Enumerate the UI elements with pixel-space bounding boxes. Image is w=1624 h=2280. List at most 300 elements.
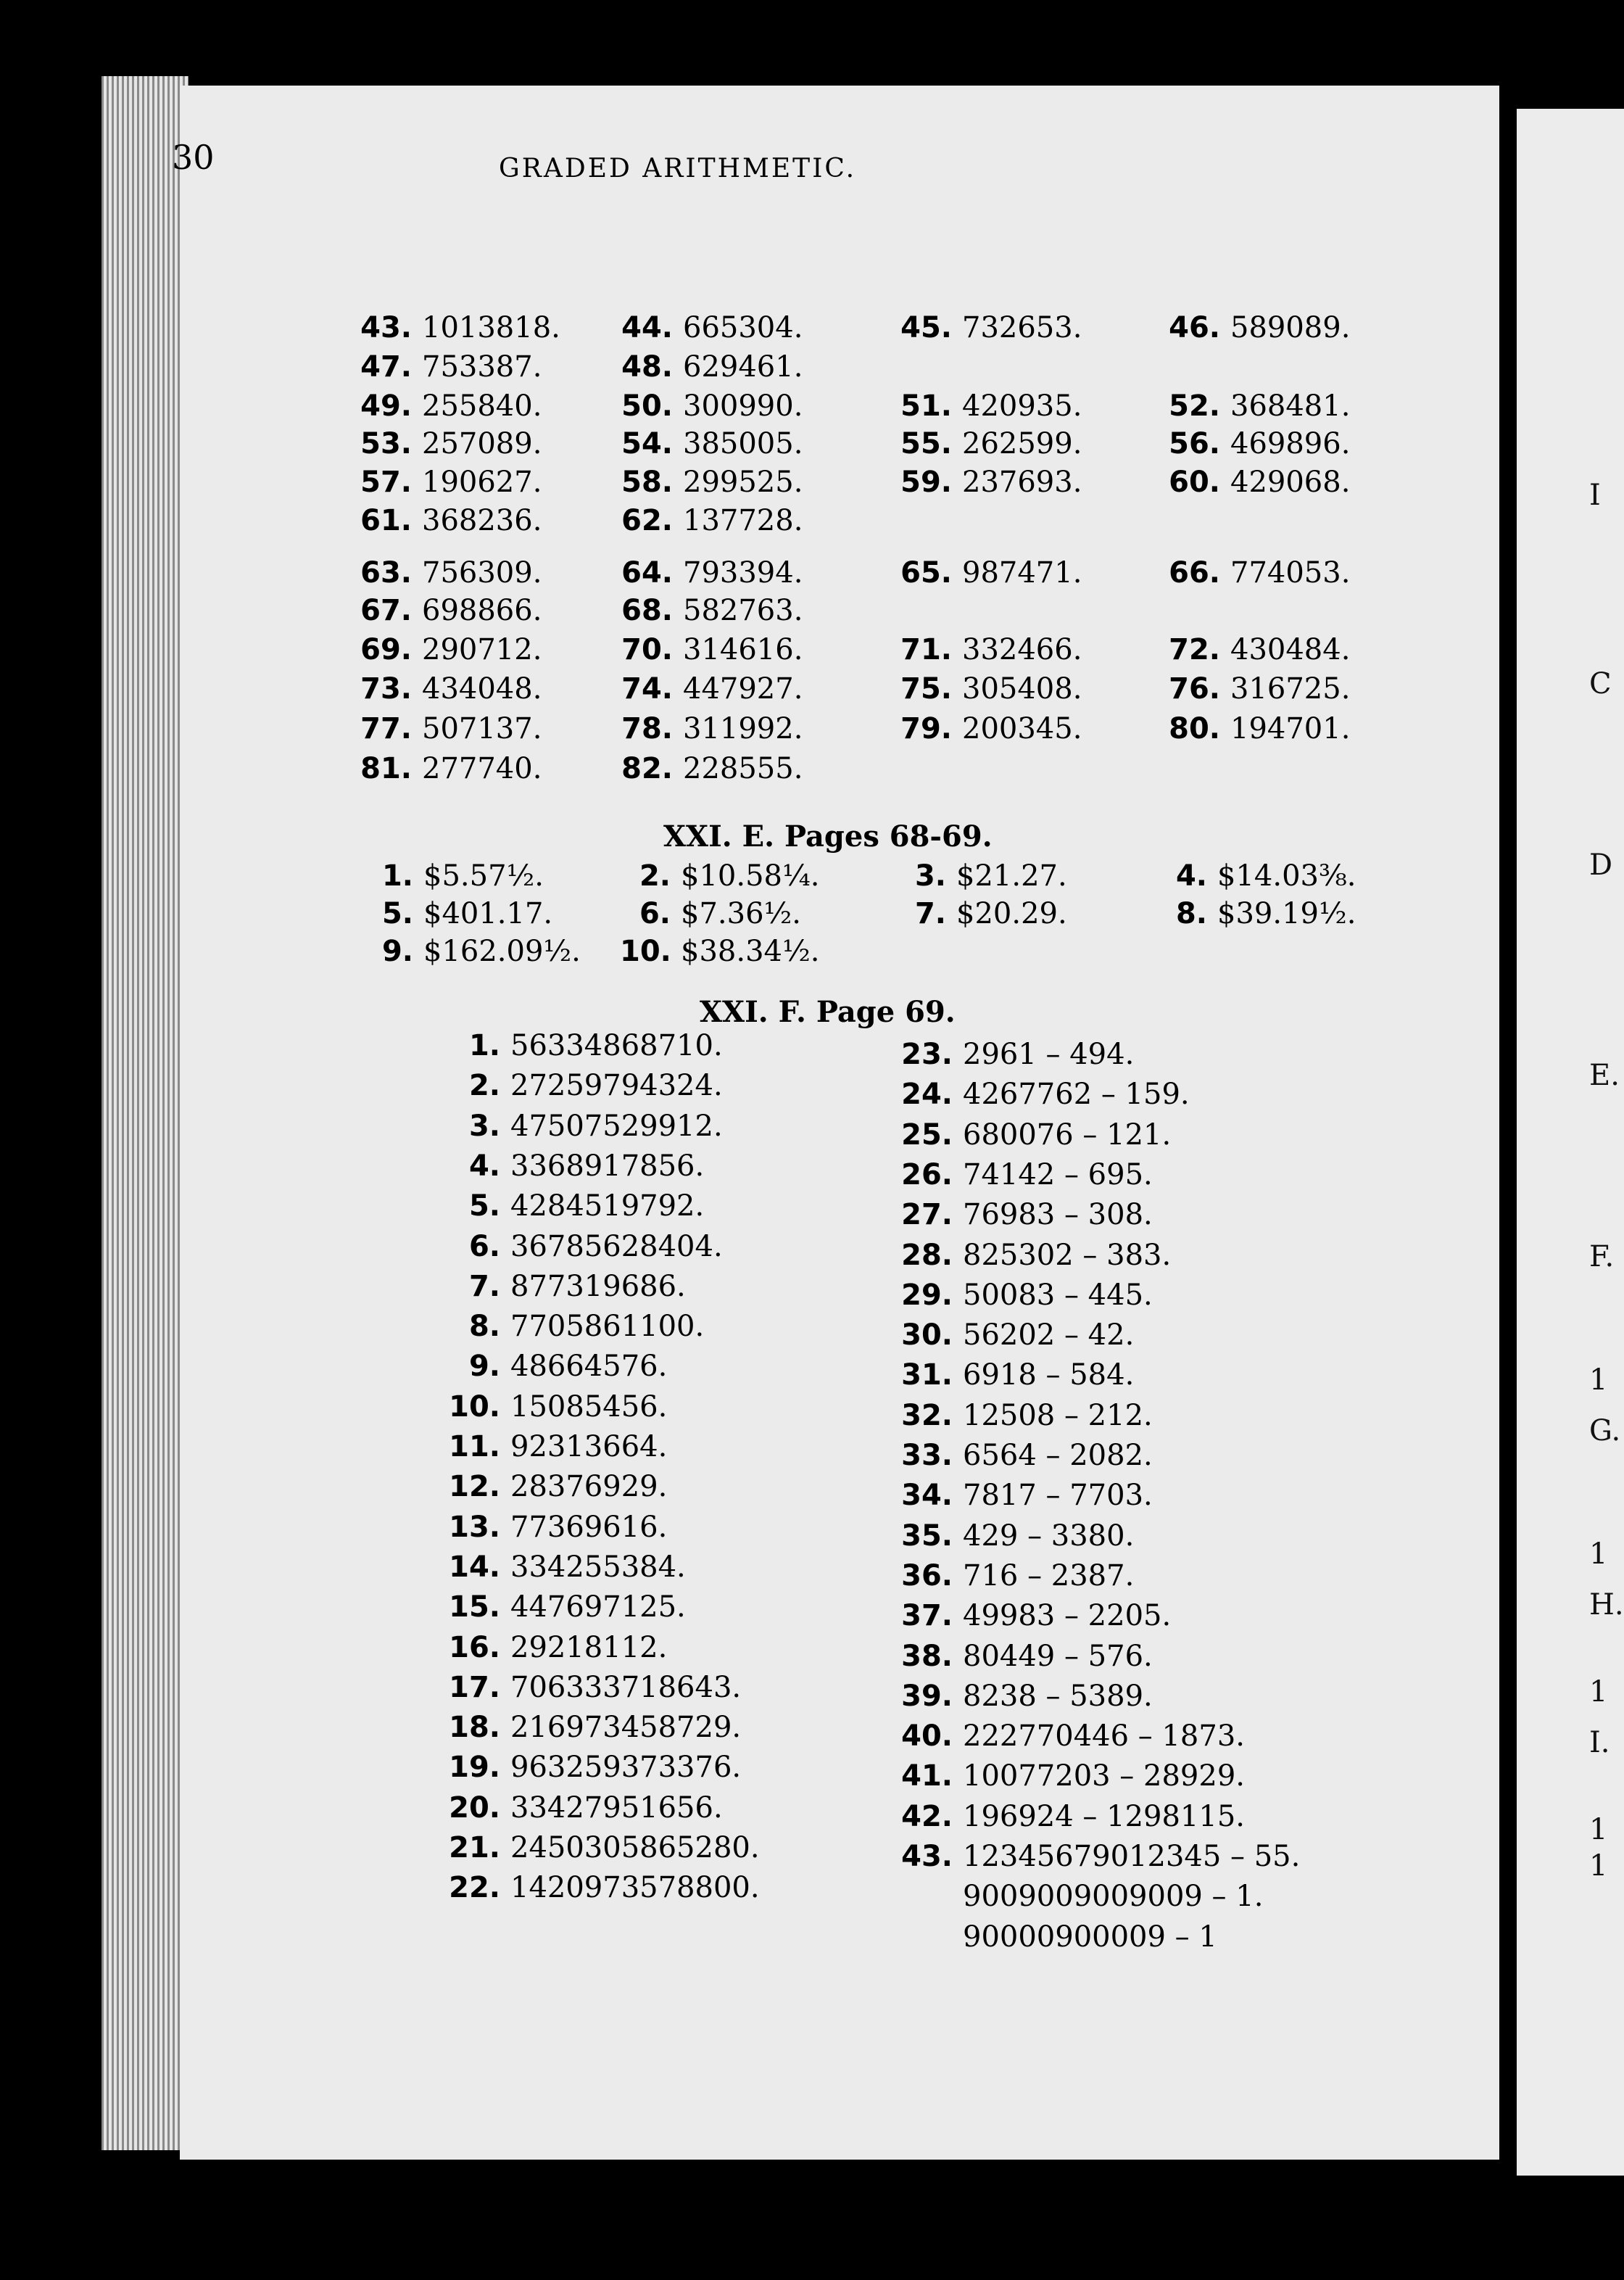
answer-value: $38.34½.: [681, 935, 820, 968]
problem-number: 8.: [468, 1310, 500, 1344]
problem-number: 3.: [468, 1109, 500, 1143]
problem-number: 31.: [901, 1358, 953, 1392]
answer-entry: [602, 672, 803, 706]
answer-entry: [877, 1719, 1245, 1754]
facing-page-fragment: H.: [1589, 1588, 1624, 1622]
answer-value: 4267762 – 159.: [963, 1078, 1190, 1112]
answer-value: 987471.: [962, 556, 1082, 590]
problem-number: 7.: [468, 1269, 500, 1303]
answer-value: 237693.: [962, 466, 1082, 499]
answer-entry: [341, 556, 542, 590]
answer-value: 469896.: [1230, 427, 1351, 460]
answer-value: 793394.: [683, 556, 803, 590]
answer-entry: [881, 468, 1082, 497]
problem-number: 20.: [449, 1790, 500, 1825]
answer-entry: [877, 1519, 1135, 1553]
answer-value: 385005.: [683, 427, 803, 460]
problem-number: 8.: [1175, 897, 1207, 930]
answer-entry: [435, 1751, 742, 1785]
answer-entry: [435, 1550, 686, 1584]
answer-entry: [881, 313, 1082, 342]
problem-number: 77.: [360, 712, 412, 745]
answer-entry: [877, 1599, 1172, 1633]
answer-entry: [881, 635, 1082, 664]
answer-entry: [877, 1558, 1135, 1593]
problem-number: 27.: [901, 1198, 953, 1232]
problem-number: 4.: [468, 1149, 500, 1183]
facing-page: [1517, 109, 1624, 2176]
problem-number: 72.: [1169, 633, 1220, 666]
problem-number: 49.: [360, 389, 412, 423]
problem-number: 14.: [449, 1550, 500, 1584]
problem-number: 33.: [901, 1439, 953, 1472]
answer-value: 756309.: [422, 556, 542, 590]
answer-entry: [341, 714, 542, 743]
answer-entry: [1149, 556, 1351, 590]
problem-number: 37.: [901, 1599, 953, 1633]
facing-page-fragment: 1: [1589, 1363, 1608, 1397]
section-heading-xxi-e: XXI. E. Pages 68-69.: [663, 819, 993, 854]
answer-entry: [877, 1479, 1153, 1513]
answer-entry: [877, 1679, 1153, 1713]
answer-value: 36785628404.: [510, 1229, 723, 1263]
answer-entry: [435, 1711, 742, 1745]
answer-value: $20.29.: [956, 897, 1067, 930]
problem-number: 80.: [1169, 712, 1220, 745]
problem-number: 4.: [1175, 859, 1207, 893]
answer-entry: [877, 1639, 1153, 1673]
problem-number: 62.: [621, 504, 673, 537]
answer-entry: [1149, 468, 1350, 497]
answer-value: 90000900009 – 1: [963, 1920, 1217, 1954]
problem-number: 3.: [914, 859, 946, 893]
answer-entry: [435, 1389, 668, 1424]
facing-page-fragment: 1: [1589, 1537, 1608, 1571]
answer-entry: [341, 389, 542, 423]
answer-value: 216973458729.: [510, 1711, 742, 1745]
problem-number: 23.: [901, 1038, 953, 1071]
answer-entry: [881, 672, 1082, 706]
answer-value: 429 – 3380.: [963, 1519, 1135, 1553]
answer-entry: [435, 1790, 723, 1825]
answer-value: 582763.: [683, 594, 803, 627]
problem-number: 21.: [449, 1831, 500, 1864]
problem-number: 71.: [900, 633, 952, 666]
problem-number: 73.: [360, 672, 412, 706]
problem-number: 45.: [900, 311, 952, 344]
answer-entry: [877, 1358, 1135, 1392]
answer-value: 76983 – 308.: [963, 1198, 1153, 1232]
facing-page-fragment: 1: [1589, 1849, 1608, 1883]
answer-entry: [1156, 899, 1356, 928]
answer-entry: [435, 1670, 742, 1704]
answer-entry: [602, 506, 803, 535]
answer-entry: [362, 859, 544, 893]
answer-entry: [1149, 429, 1350, 458]
problem-number: 50.: [621, 389, 673, 423]
problem-number: 44.: [621, 311, 673, 344]
answer-entry: [341, 429, 542, 458]
problem-number: 55.: [900, 427, 952, 460]
answer-entry: [877, 1880, 1264, 1914]
answer-entry: [341, 468, 542, 497]
problem-number: 9.: [381, 935, 413, 968]
answer-value: 10077203 – 28929.: [963, 1759, 1245, 1793]
answer-entry: [895, 899, 1067, 928]
problem-number: 2.: [468, 1069, 500, 1103]
answer-value: 4284519792.: [510, 1189, 705, 1223]
answer-entry: [877, 1759, 1245, 1793]
answer-value: 334255384.: [510, 1550, 686, 1584]
problem-number: 54.: [621, 427, 673, 460]
problem-number: 6.: [639, 897, 671, 930]
answer-value: 80449 – 576.: [963, 1639, 1153, 1673]
answer-value: 196924 – 1298115.: [963, 1799, 1245, 1833]
answer-entry: [877, 1318, 1135, 1352]
problem-number: 74.: [621, 672, 673, 706]
answer-entry: [602, 754, 803, 783]
answer-entry: [1149, 389, 1351, 423]
problem-number: 24.: [901, 1078, 953, 1112]
answer-value: 6564 – 2082.: [963, 1439, 1153, 1472]
answer-entry: [1149, 313, 1350, 342]
answer-value: 28376929.: [510, 1470, 668, 1504]
problem-number: 66.: [1169, 556, 1220, 590]
answer-value: 190627.: [422, 466, 542, 499]
answer-entry: [1149, 635, 1350, 664]
answer-entry: [341, 350, 542, 384]
answer-value: 277740.: [422, 752, 542, 785]
answer-value: $162.09½.: [423, 935, 581, 968]
answer-entry: [620, 899, 801, 928]
answer-value: 2961 – 494.: [963, 1038, 1135, 1071]
answer-value: 332466.: [962, 633, 1082, 666]
problem-number: 65.: [900, 556, 952, 590]
facing-page-fragment: F.: [1589, 1240, 1615, 1273]
problem-number: 39.: [901, 1679, 953, 1713]
answer-value: $5.57½.: [423, 859, 544, 893]
answer-entry: [1149, 714, 1350, 743]
problem-number: 10.: [449, 1389, 500, 1424]
answer-value: 507137.: [422, 712, 542, 745]
answer-entry: [341, 635, 542, 664]
answer-entry: [435, 1269, 686, 1303]
answer-value: 49983 – 2205.: [963, 1599, 1172, 1633]
answer-value: 290712.: [422, 633, 542, 666]
answer-entry: [435, 1833, 760, 1862]
answer-entry: [877, 1799, 1245, 1833]
answer-value: 698866.: [422, 594, 542, 627]
problem-number: 69.: [360, 633, 412, 666]
answer-entry: [877, 1842, 1300, 1871]
answer-value: 299525.: [683, 466, 803, 499]
answer-value: 9009009009009 – 1.: [963, 1880, 1264, 1914]
answer-entry: [341, 672, 542, 706]
answer-value: 774053.: [1230, 556, 1351, 590]
answer-value: 825302 – 383.: [963, 1238, 1172, 1272]
problem-number: 57.: [360, 466, 412, 499]
problem-number: 59.: [900, 466, 952, 499]
problem-number: 5.: [468, 1189, 500, 1223]
answer-value: $14.03⅜.: [1217, 859, 1356, 893]
running-head: GRADED ARITHMETIC.: [499, 154, 857, 183]
answer-value: 368481.: [1230, 389, 1351, 423]
answer-entry: [602, 468, 803, 497]
answer-entry: [435, 1871, 760, 1905]
problem-number: 42.: [901, 1799, 953, 1833]
answer-value: 589089.: [1230, 311, 1351, 344]
problem-number: 10.: [620, 935, 671, 968]
facing-page-fragment: I: [1589, 479, 1601, 512]
answer-entry: [435, 1310, 705, 1344]
answer-entry: [341, 506, 542, 535]
problem-number: 58.: [621, 466, 673, 499]
problem-number: 43.: [901, 1840, 953, 1873]
problem-number: 34.: [901, 1479, 953, 1513]
answer-value: 680076 – 121.: [963, 1118, 1172, 1152]
answer-entry: [877, 1278, 1153, 1312]
problem-number: 75.: [900, 672, 952, 706]
problem-number: 52.: [1169, 389, 1220, 423]
problem-number: 6.: [468, 1229, 500, 1263]
answer-entry: [362, 899, 552, 928]
problem-number: 9.: [468, 1350, 500, 1384]
answer-entry: [881, 714, 1082, 743]
answer-entry: [435, 1109, 723, 1143]
answer-entry: [435, 1229, 723, 1263]
section-heading-xxi-f: XXI. F. Page 69.: [700, 995, 956, 1029]
problem-number: 51.: [900, 389, 952, 423]
problem-number: 2.: [639, 859, 671, 893]
problem-number: 19.: [449, 1751, 500, 1785]
answer-entry: [341, 596, 542, 625]
answer-value: 963259373376.: [510, 1751, 742, 1785]
problem-number: 76.: [1169, 672, 1220, 706]
problem-number: 40.: [901, 1719, 953, 1754]
problem-number: 15.: [449, 1590, 500, 1624]
facing-page-fragment: 1: [1589, 1675, 1608, 1709]
answer-value: 50083 – 445.: [963, 1278, 1153, 1312]
answer-value: 77369616.: [510, 1510, 668, 1544]
problem-number: 36.: [901, 1558, 953, 1593]
problem-number: 81.: [360, 752, 412, 785]
problem-number: 48.: [621, 350, 673, 384]
problem-number: 26.: [901, 1157, 953, 1191]
facing-page-fragment: G.: [1589, 1414, 1621, 1447]
answer-value: 12508 – 212.: [963, 1398, 1153, 1432]
answer-value: 56334868710.: [510, 1029, 723, 1062]
answer-value: 222770446 – 1873.: [963, 1719, 1245, 1754]
problem-number: 28.: [901, 1238, 953, 1272]
answer-value: $21.27.: [956, 859, 1067, 893]
answer-entry: [881, 556, 1082, 590]
problem-number: 7.: [914, 897, 946, 930]
answer-value: 420935.: [962, 389, 1082, 423]
problem-number: 68.: [621, 594, 673, 627]
answer-value: 255840.: [422, 389, 542, 423]
answer-entry: [435, 1350, 668, 1384]
answer-value: $10.58¼.: [681, 859, 820, 893]
problem-number: 41.: [901, 1759, 953, 1793]
problem-number: 12.: [449, 1470, 500, 1504]
answer-value: 2450305865280.: [510, 1831, 760, 1864]
answer-entry: [602, 596, 803, 625]
answer-value: 430484.: [1230, 633, 1351, 666]
facing-page-fragment: I.: [1589, 1726, 1610, 1759]
problem-number: 47.: [360, 350, 412, 384]
answer-value: 447927.: [683, 672, 803, 706]
answer-entry: [362, 937, 581, 966]
answer-entry: [435, 1590, 686, 1624]
answer-entry: [877, 1118, 1172, 1152]
problem-number: 11.: [449, 1430, 500, 1463]
problem-number: 32.: [901, 1398, 953, 1432]
problem-number: 29.: [901, 1278, 953, 1312]
answer-entry: [602, 429, 803, 458]
problem-number: 53.: [360, 427, 412, 460]
answer-value: 311992.: [683, 712, 803, 745]
problem-number: 61.: [360, 504, 412, 537]
problem-number: 17.: [449, 1670, 500, 1704]
problem-number: 70.: [621, 633, 673, 666]
answer-value: 7705861100.: [510, 1310, 705, 1344]
answer-entry: [435, 1149, 705, 1183]
facing-page-fragment: 1: [1589, 1813, 1608, 1846]
answer-entry: [435, 1069, 723, 1103]
answer-value: 665304.: [683, 311, 803, 344]
answer-entry: [877, 1441, 1153, 1470]
answer-value: 7817 – 7703.: [963, 1479, 1153, 1513]
answer-value: 629461.: [683, 350, 803, 384]
answer-entry: [1149, 672, 1351, 706]
answer-value: 434048.: [422, 672, 542, 706]
answer-entry: [877, 1040, 1134, 1069]
answer-entry: [877, 1238, 1172, 1272]
answer-value: 29218112.: [510, 1630, 668, 1664]
answer-value: 194701.: [1230, 712, 1351, 745]
answer-value: 368236.: [422, 504, 542, 537]
answer-entry: [602, 350, 803, 384]
problem-number: 60.: [1169, 466, 1220, 499]
answer-value: 92313664.: [510, 1430, 668, 1463]
answer-entry: [602, 389, 803, 423]
answer-value: $39.19½.: [1217, 897, 1356, 930]
answer-value: 56202 – 42.: [963, 1318, 1135, 1352]
problem-number: 82.: [621, 752, 673, 785]
answer-entry: [620, 937, 819, 966]
answer-value: 262599.: [962, 427, 1082, 460]
answer-entry: [602, 635, 803, 664]
answer-entry: [341, 754, 542, 783]
answer-value: 200345.: [962, 712, 1082, 745]
answer-value: 429068.: [1230, 466, 1351, 499]
answer-value: 33427951656.: [510, 1790, 723, 1825]
answer-entry: [602, 714, 803, 743]
answer-value: 877319686.: [510, 1269, 686, 1303]
problem-number: 1.: [468, 1029, 500, 1062]
answer-value: 753387.: [422, 350, 542, 384]
answer-value: 1013818.: [422, 311, 560, 344]
page-edges: [102, 76, 188, 2150]
answer-value: 6918 – 584.: [963, 1358, 1135, 1392]
answer-value: 15085456.: [510, 1389, 668, 1424]
answer-entry: [435, 1432, 667, 1461]
answer-value: 732653.: [962, 311, 1082, 344]
answer-entry: [877, 1920, 1217, 1954]
problem-number: 64.: [621, 556, 673, 590]
answer-entry: [881, 389, 1082, 423]
answer-value: 48664576.: [510, 1350, 668, 1384]
answer-value: 27259794324.: [510, 1069, 723, 1103]
answer-entry: [435, 1510, 668, 1544]
answer-entry: [877, 1398, 1153, 1432]
answer-entry: [602, 556, 803, 590]
facing-page-fragment: D: [1589, 848, 1613, 882]
answer-value: 300990.: [683, 389, 803, 423]
problem-number: 43.: [360, 311, 412, 344]
answer-value: 314616.: [683, 633, 803, 666]
problem-number: 35.: [901, 1519, 953, 1553]
answer-entry: [1156, 859, 1356, 893]
problem-number: 18.: [449, 1711, 500, 1745]
answer-value: 137728.: [683, 504, 803, 537]
problem-number: 25.: [901, 1118, 953, 1152]
answer-entry: [341, 313, 560, 342]
answer-value: 716 – 2387.: [963, 1558, 1135, 1593]
problem-number: 79.: [900, 712, 952, 745]
problem-number: 16.: [449, 1630, 500, 1664]
problem-number: 1.: [381, 859, 413, 893]
answer-value: $401.17.: [423, 897, 553, 930]
answer-value: 316725.: [1230, 672, 1351, 706]
answer-entry: [602, 313, 803, 342]
answer-entry: [877, 1078, 1190, 1112]
problem-number: 56.: [1169, 427, 1220, 460]
answer-value: 228555.: [683, 752, 803, 785]
answer-value: 74142 – 695.: [963, 1157, 1153, 1191]
page-number: 30: [172, 138, 215, 177]
answer-value: 47507529912.: [510, 1109, 723, 1143]
answer-entry: [435, 1630, 668, 1664]
answer-value: $7.36½.: [681, 897, 801, 930]
facing-page-fragment: C: [1589, 667, 1612, 701]
answer-entry: [877, 1157, 1153, 1191]
problem-number: 38.: [901, 1639, 953, 1673]
answer-entry: [435, 1470, 668, 1504]
facing-page-fragment: E.: [1589, 1059, 1620, 1092]
problem-number: 30.: [901, 1318, 953, 1352]
answer-value: 305408.: [962, 672, 1082, 706]
problem-number: 78.: [621, 712, 673, 745]
answer-entry: [435, 1031, 723, 1060]
answer-value: 12345679012345 – 55.: [963, 1840, 1301, 1873]
problem-number: 22.: [449, 1871, 500, 1905]
answer-entry: [881, 429, 1082, 458]
problem-number: 46.: [1169, 311, 1220, 344]
answer-entry: [620, 859, 820, 893]
answer-entry: [877, 1198, 1153, 1232]
answer-entry: [435, 1189, 705, 1223]
answer-value: 706333718643.: [510, 1670, 742, 1704]
problem-number: 5.: [381, 897, 413, 930]
problem-number: 67.: [360, 594, 412, 627]
answer-value: 257089.: [422, 427, 542, 460]
problem-number: 63.: [360, 556, 412, 590]
answer-entry: [895, 859, 1067, 893]
answer-value: 3368917856.: [510, 1149, 705, 1183]
answer-value: 447697125.: [510, 1590, 686, 1624]
answer-value: 8238 – 5389.: [963, 1679, 1153, 1713]
